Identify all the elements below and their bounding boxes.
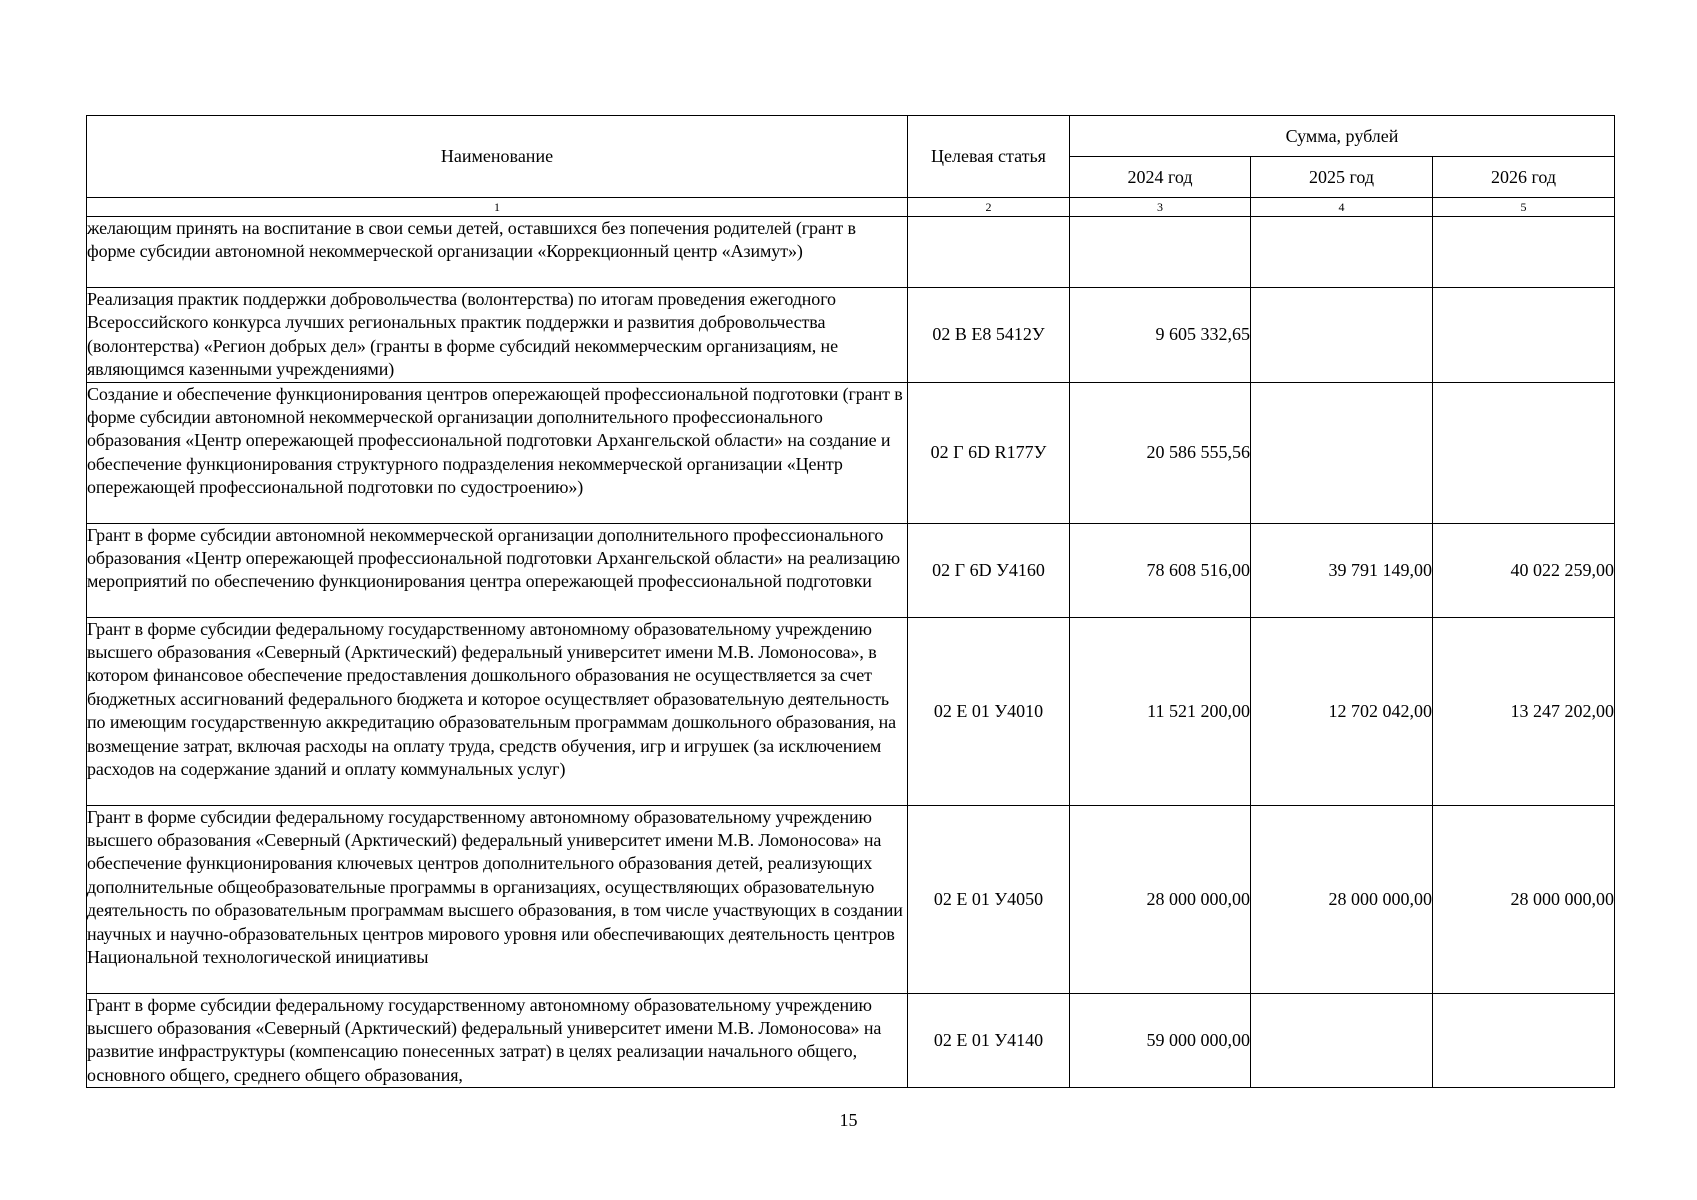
row-target-article: 02 Е 01 У4140 bbox=[908, 993, 1070, 1088]
table-row bbox=[87, 382, 1615, 523]
column-number-row bbox=[87, 198, 1615, 217]
row-amount-2026: 40 022 259,00 bbox=[1433, 523, 1615, 617]
row-amount-2025 bbox=[1251, 993, 1433, 1088]
column-number: 4 bbox=[1251, 198, 1433, 217]
row-amount-2024: 11 521 200,00 bbox=[1070, 617, 1251, 805]
row-name: Создание и обеспечение функционирования центров опережающей профессиональной подготовки (грант в форме субсидии автономной некоммерческой организации дополнительного профессионального образования «Центр опережающей профессиональной подготовки Архангельской области» на создание и обеспечение функционирования структурного подразделения некоммерческой организации «Центр опережающей профессиональной подготовки по судостроению») bbox=[87, 382, 908, 523]
header-year-2026: 2026 год bbox=[1433, 157, 1615, 198]
header-sum: Сумма, рублей bbox=[1070, 116, 1615, 157]
column-number: 1 bbox=[87, 198, 908, 217]
row-amount-2026 bbox=[1433, 288, 1615, 383]
row-target-article: 02 В Е8 5412У bbox=[908, 288, 1070, 383]
row-amount-2026 bbox=[1433, 993, 1615, 1088]
row-amount-2024: 9 605 332,65 bbox=[1070, 288, 1251, 383]
column-number: 5 bbox=[1433, 198, 1615, 217]
row-name: Реализация практик поддержки добровольчества (волонтерства) по итогам проведения ежегодного Всероссийского конкурса лучших региональных практик поддержки и развития добровольчества (волонтерства) «Регион добрых дел» (гранты в форме субсидий некоммерческим организациям, не являющимся казенными учреждениями) bbox=[87, 288, 908, 383]
row-amount-2026 bbox=[1433, 217, 1615, 288]
header-target-article: Целевая статья bbox=[908, 116, 1070, 198]
row-target-article: 02 Г 6D R177У bbox=[908, 382, 1070, 523]
header-year-2025: 2025 год bbox=[1251, 157, 1433, 198]
header-year-2024: 2024 год bbox=[1070, 157, 1251, 198]
row-target-article: 02 Е 01 У4050 bbox=[908, 805, 1070, 993]
row-target-article: 02 Е 01 У4010 bbox=[908, 617, 1070, 805]
row-name: Грант в форме субсидии федеральному государственному автономному образовательному учреждению высшего образования «Северный (Арктический) федеральный университет имени М.В. Ломоносова» на развитие инфраструктуры (компенсацию понесенных затрат) в целях реализации начального общего, основного общего, среднего общего образования, bbox=[87, 993, 908, 1088]
column-number: 2 bbox=[908, 198, 1070, 217]
row-amount-2025 bbox=[1251, 382, 1433, 523]
row-amount-2026: 13 247 202,00 bbox=[1433, 617, 1615, 805]
row-name: Грант в форме субсидии автономной некоммерческой организации дополнительного профессионального образования «Центр опережающей профессиональной подготовки Архангельской области» на реализацию мероприятий по обеспечению функционирования центра опережающей профессиональной подготовки bbox=[87, 523, 908, 617]
row-amount-2025: 28 000 000,00 bbox=[1251, 805, 1433, 993]
row-amount-2026 bbox=[1433, 382, 1615, 523]
row-name: желающим принять на воспитание в свои семьи детей, оставшихся без попечения родителей (грант в форме субсидии автономной некоммерческой организации «Коррекционный центр «Азимут») bbox=[87, 217, 908, 288]
row-target-article bbox=[908, 217, 1070, 288]
row-amount-2024: 20 586 555,56 bbox=[1070, 382, 1251, 523]
table-row bbox=[87, 523, 1615, 617]
row-amount-2025: 39 791 149,00 bbox=[1251, 523, 1433, 617]
row-amount-2025 bbox=[1251, 288, 1433, 383]
row-target-article: 02 Г 6D У4160 bbox=[908, 523, 1070, 617]
header-name: Наименование bbox=[87, 116, 908, 198]
table-row bbox=[87, 993, 1615, 1088]
row-amount-2024: 59 000 000,00 bbox=[1070, 993, 1251, 1088]
table-row bbox=[87, 617, 1615, 805]
table-row bbox=[87, 288, 1615, 383]
row-amount-2025: 12 702 042,00 bbox=[1251, 617, 1433, 805]
row-amount-2025 bbox=[1251, 217, 1433, 288]
row-amount-2026: 28 000 000,00 bbox=[1433, 805, 1615, 993]
row-name: Грант в форме субсидии федеральному государственному автономному образовательному учреждению высшего образования «Северный (Арктический) федеральный университет имени М.В. Ломоносова» на обеспечение функционирования ключевых центров дополнительного образования детей, реализующих дополнительные общеобразовательные программы в организациях, осуществляющих образовательную деятельность по образовательным программам высшего образования, в том числе участвующих в создании научных и научно-образовательных центров мирового уровня или обеспечивающих деятельность центров Национальной технологической инициативы bbox=[87, 805, 908, 993]
table-row bbox=[87, 805, 1615, 993]
table-header bbox=[87, 116, 1615, 217]
table-row bbox=[87, 217, 1615, 288]
budget-table bbox=[86, 115, 1615, 1088]
header-row-top bbox=[87, 116, 1615, 157]
row-amount-2024: 28 000 000,00 bbox=[1070, 805, 1251, 993]
row-name: Грант в форме субсидии федеральному государственному автономному образовательному учреждению высшего образования «Северный (Арктический) федеральный университет имени М.В. Ломоносова», в котором финансовое обеспечение предоставления дошкольного образования не осуществляется за счет бюджетных ассигнований федерального бюджета и которое осуществляет образовательную деятельность по имеющим государственную аккредитацию образовательным программам дошкольного образования, на возмещение затрат, включая расходы на оплату труда, средств обучения, игр и игрушек (за исключением расходов на содержание зданий и оплату коммунальных услуг) bbox=[87, 617, 908, 805]
page-number: 15 bbox=[839, 1110, 858, 1130]
row-amount-2024: 78 608 516,00 bbox=[1070, 523, 1251, 617]
column-number: 3 bbox=[1070, 198, 1251, 217]
row-amount-2024 bbox=[1070, 217, 1251, 288]
table-body bbox=[87, 217, 1615, 1088]
